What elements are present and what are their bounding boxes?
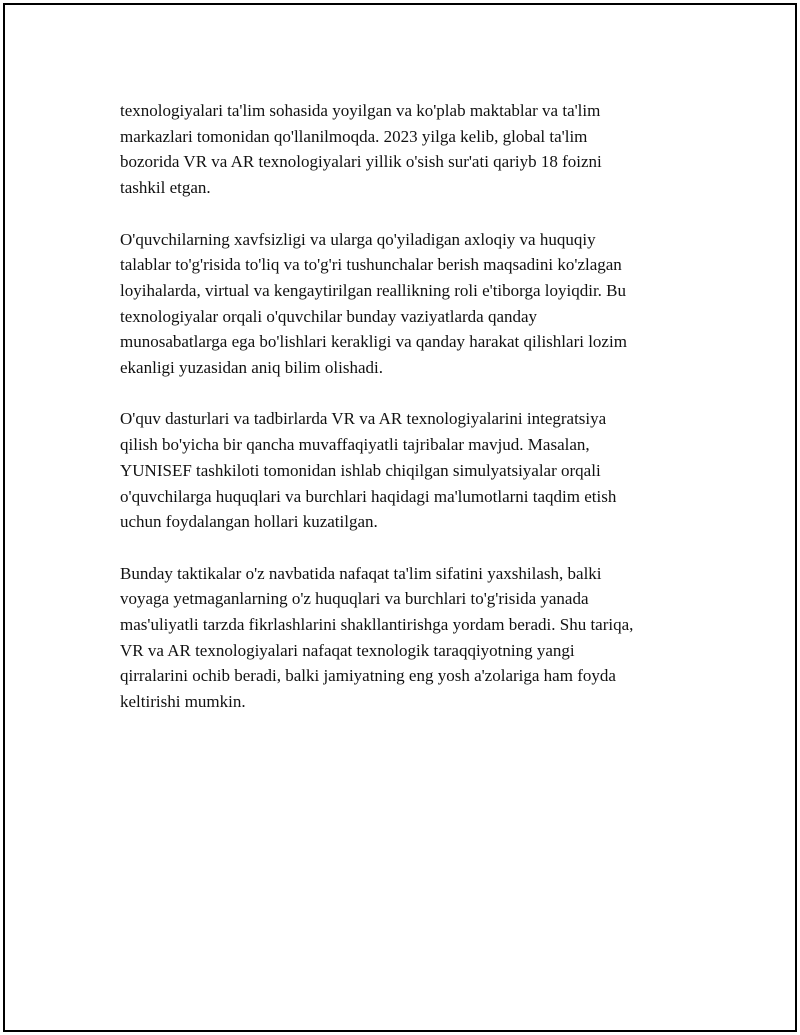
- document-body: [120, 98, 695, 741]
- paragraph-line: texnologiyalar orqali o'quvchilar bunday vaziyatlarda qanday: [120, 306, 538, 326]
- paragraph-3: [120, 406, 695, 535]
- paragraph-line: tashkil etgan.: [120, 178, 211, 198]
- paragraph-line: o'quvchilarga huquqlari va burchlari haqidagi ma'lumotlarni taqdim etish: [120, 486, 617, 506]
- paragraph-line: mas'uliyatli tarzda fikrlashlarini shakllantirishga yordam beradi. Shu tariqa,: [120, 615, 634, 635]
- paragraph-line: voyaga yetmaganlarning o'z huquqlari va burchlari to'g'risida yanada: [120, 589, 589, 609]
- paragraph-line: O'quv dasturlari va tadbirlarda VR va AR texnologiyalarini integratsiya: [120, 409, 607, 429]
- page-frame: [3, 3, 797, 1032]
- paragraph-line: keltirishi mumkin.: [120, 692, 246, 712]
- paragraph-line: O'quvchilarning xavfsizligi va ularga qo'yiladigan axloqiy va huquqiy: [120, 229, 596, 249]
- paragraph-line: bozorida VR va AR texnologiyalari yillik o'sish sur'ati qariyb 18 foizni: [120, 152, 602, 172]
- paragraph-line: markazlari tomonidan qo'llanilmoqda. 2023 yilga kelib, global ta'lim: [120, 126, 588, 146]
- paragraph-line: talablar to'g'risida to'liq va to'g'ri tushunchalar berish maqsadini ko'zlagan: [120, 255, 622, 275]
- paragraph-2: [120, 227, 695, 381]
- paragraph-line: texnologiyalari ta'lim sohasida yoyilgan va ko'plab maktablar va ta'lim: [120, 101, 601, 120]
- paragraph-line: munosabatlarga ega bo'lishlari kerakligi va qanday harakat qilishlari lozim: [120, 332, 627, 352]
- paragraph-line: qirralarini ochib beradi, balki jamiyatning eng yosh a'zolariga ham foyda: [120, 666, 616, 686]
- paragraph-line: qilish bo'yicha bir qancha muvaffaqiyatli tajribalar mavjud. Masalan,: [120, 435, 590, 455]
- paragraph-line: ekanligi yuzasidan aniq bilim olishadi.: [120, 358, 383, 378]
- paragraph-line: Bunday taktikalar o'z navbatida nafaqat ta'lim sifatini yaxshilash, balki: [120, 563, 602, 583]
- paragraph-line: loyihalarda, virtual va kengaytirilgan reallikning roli e'tiborga loyiqdir. Bu: [120, 280, 627, 300]
- paragraph-4: [120, 561, 695, 715]
- paragraph-line: YUNISEF tashkiloti tomonidan ishlab chiqilgan simulyatsiyalar orqali: [120, 460, 601, 480]
- paragraph-1: [120, 98, 695, 201]
- paragraph-line: VR va AR texnologiyalari nafaqat texnologik taraqqiyotning yangi: [120, 640, 575, 660]
- paragraph-line: uchun foydalangan hollari kuzatilgan.: [120, 512, 378, 532]
